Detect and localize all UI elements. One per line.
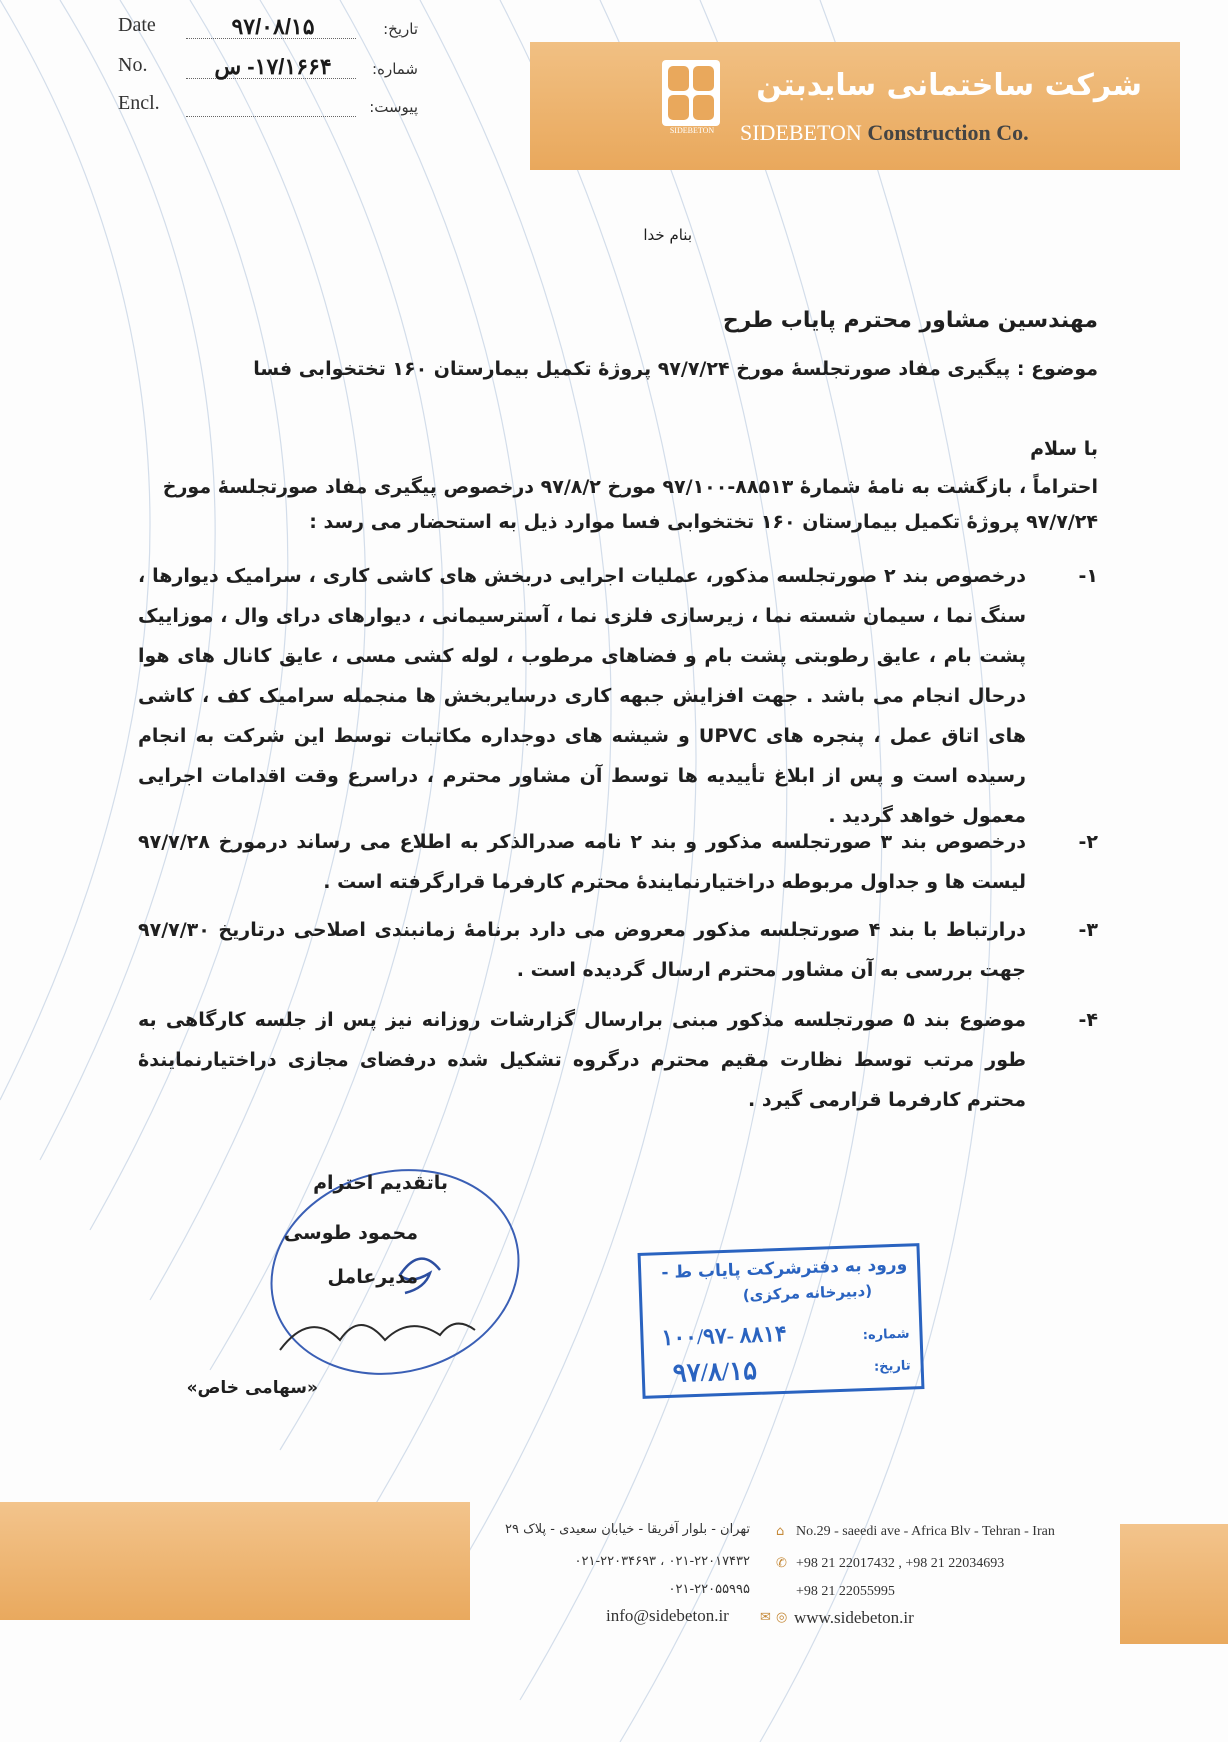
number-label-fa: شماره: [372, 60, 418, 78]
list-item-3 [138, 910, 1098, 990]
stamp-date-label: تاریخ: [873, 1358, 911, 1375]
date-label-en: Date [118, 14, 156, 36]
number-value: ۱۷/۱۶۶۴- س [214, 54, 332, 79]
bismillah: بنام خدا [643, 226, 692, 244]
globe-icon: ◎ [776, 1610, 788, 1625]
greeting: با سلام [1030, 438, 1098, 460]
logo-icon [662, 60, 720, 126]
address-en: No.29 - saeedi ave - Africa Blv - Tehran - Iran [796, 1524, 1055, 1539]
phones-en-1: +98 21 22017432 , +98 21 22034693 [796, 1556, 1005, 1571]
brand-name-en [740, 120, 1029, 146]
number-row [118, 54, 418, 84]
home-icon: ⌂ [776, 1524, 785, 1539]
subject-line: موضوع : پیگیری مفاد صورتجلسهٔ مورخ ۹۷/۷/۲۴ پروژهٔ تکمیل بیمارستان ۱۶۰ تختخوابی فسا [253, 358, 1098, 380]
number-label-en: No. [118, 54, 148, 76]
enclosure-label-en: Encl. [118, 92, 160, 114]
item-text: درارتباط با بند ۴ صورتجلسه مذکور معروض می دارد برنامهٔ زمانبندی اصلاحی درتاریخ ۹۷/۷/۳۰ جهت بررسی به آن مشاور محترم ارسال گردیده است . [138, 919, 1027, 981]
footer-band-right [1120, 1524, 1228, 1644]
brand-en-name: SIDEBETON [740, 120, 862, 145]
item-number: ۱- [1078, 565, 1098, 587]
enclosure-label-fa: پیوست: [369, 98, 418, 116]
item-number: ۴- [1078, 1009, 1098, 1031]
item-text: موضوع بند ۵ صورتجلسه مذکور مبنی برارسال گزارشات روزانه نیز پس از جلسه کارگاهی به طور مرتب توسط نظارت مقیم محترم درگروه تشکیل شده درفضای مجازی دراختیارنمایندهٔ محترم کارفرما قرارمی گیرد . [138, 1009, 1026, 1111]
header-banner [530, 42, 1180, 170]
brand-en-suffix: Construction Co. [867, 120, 1029, 145]
list-item-4 [138, 1000, 1098, 1120]
closing: باتقدیم احترام [313, 1172, 448, 1194]
list-item-1 [138, 556, 1098, 836]
mail-icon: ✉ [760, 1610, 771, 1625]
intro-paragraph: احتراماً ، بازگشت به نامهٔ شمارهٔ ۸۸۵۱۳-۹۷/۱۰۰ مورخ ۹۷/۸/۲ درخصوص پیگیری مفاد صورتجلسهٔ مورخ ۹۷/۷/۲۴ پروژهٔ تکمیل بیمارستان ۱۶۰ تختخوابی فسا موارد ذیل به استحضار می رسد : [162, 476, 1098, 533]
footer-band-left [0, 1502, 470, 1620]
recipient: مهندسین مشاور محترم پایاب طرح [722, 308, 1098, 333]
logo-caption: SIDEBETON [669, 126, 715, 135]
stamp-number-label: شماره: [862, 1326, 910, 1344]
date-label-fa: تاریخ: [383, 20, 418, 38]
phones-fa-2: ۰۲۱-۲۲۰۵۵۹۹۵ [668, 1582, 750, 1597]
signer-name: محمود طوسی [283, 1222, 418, 1244]
phones-fa-1: ۰۲۱-۲۲۰۱۷۴۳۲ ، ۰۲۱-۲۲۰۳۴۶۹۳ [574, 1554, 750, 1569]
stamp-subtitle: (دبیرخانه مرکزی) [742, 1281, 873, 1305]
website[interactable]: www.sidebeton.ir [794, 1608, 914, 1627]
stamp-title: ورود به دفترشرکت پایاب ط - [661, 1254, 908, 1284]
company-type: «سهامی خاص» [186, 1378, 318, 1398]
signer-title: مدیرعامل [327, 1266, 418, 1288]
item-number: ۳- [1078, 919, 1098, 941]
item-text: درخصوص بند ۳ صورتجلسه مذکور و بند ۲ نامه صدرالذکر به اطلاع می رساند درمورخ ۹۷/۷/۲۸ لیست ها و جداول مربوطه دراختیارنمایندهٔ محترم کارفرما قرارگرفته است . [138, 831, 1027, 893]
address-fa: تهران - بلوار آفریقا - خیابان سعیدی - پلاک ۲۹ [505, 1522, 750, 1537]
item-number: ۲- [1078, 831, 1098, 853]
list-item-2 [138, 822, 1098, 902]
phones-en-2: +98 21 22055995 [796, 1584, 895, 1599]
enclosure-row [118, 92, 418, 122]
enclosure-line [186, 116, 356, 117]
company-logo [662, 60, 720, 126]
item-text: درخصوص بند ۲ صورتجلسه مذکور، عملیات اجرایی دربخش های کاشی کاری ، سرامیک دیوارها ، سنگ نما ، سیمان شسته نما ، زیرسازی فلزی نما ، آسترسیمانی ، دیوارهای درای وال ، موزاییک پشت بام ، عایق رطوبتی پشت بام و فضاهای مرطوب ، لوله کشی مسی ، عایق کانال های هوا درحال انجام می باشد . جهت افزایش جبهه کاری درسایربخش ها منجمله سرامیک کف ، کاشی های اتاق عمل ، پنجره های UPVC و شیشه های دوجداره مکاتبات توسط این شرکت به انجام رسیده است و پس از ابلاغ تأییدیه ها توسط آن مشاور محترم ، دراسرع وقت اقدامات اجرایی معمول خواهد گردید . [138, 565, 1027, 827]
stamp-number-value: ۱۰۰/۹۷- ۸۸۱۴ [661, 1320, 788, 1351]
email[interactable]: info@sidebeton.ir [606, 1606, 729, 1625]
date-value: ۹۷/۰۸/۱۵ [231, 14, 315, 39]
brand-name-fa: شرکت ساختمانی سایدبتن [756, 68, 1142, 103]
stamp-date-value: ۹۷/۸/۱۵ [672, 1355, 758, 1388]
date-row [118, 14, 418, 44]
phone-icon: ✆ [776, 1556, 787, 1571]
entry-stamp [638, 1243, 925, 1399]
